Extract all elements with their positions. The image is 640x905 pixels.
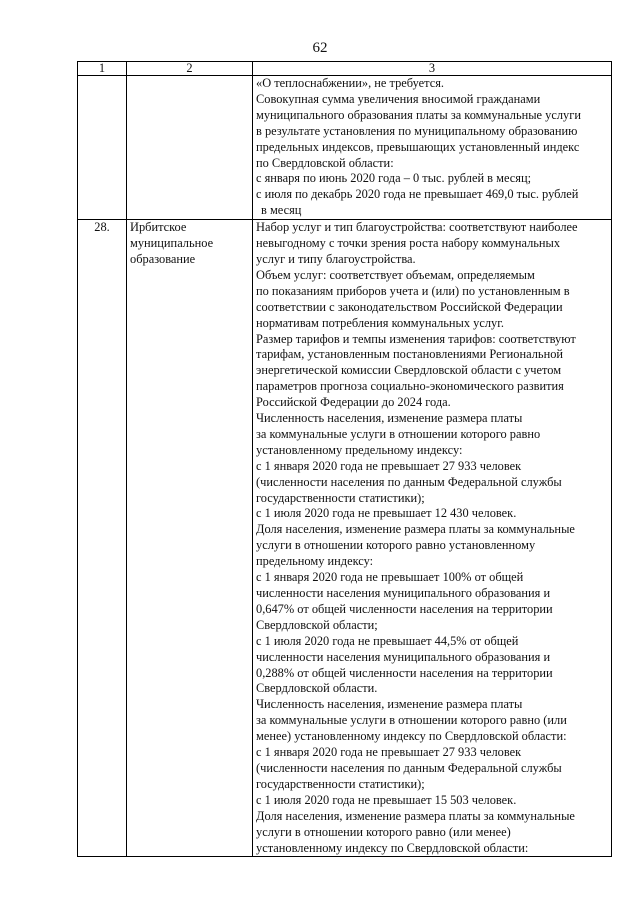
table-header-row: [78, 62, 612, 76]
text-line: с 1 января 2020 года не превышает 27 933 человек: [256, 458, 522, 473]
text-line: параметров прогноза социально-экономического развития: [256, 379, 564, 394]
row-number-cell-empty: [78, 76, 127, 220]
text-line: за коммунальные услуги в отношении которого равно: [256, 426, 541, 441]
text-line: в месяц: [261, 203, 302, 218]
text-line: предельных индексов, превышающих установленный индекс: [256, 139, 580, 154]
text-line: Доля населения, изменение размера платы за коммунальные: [256, 808, 575, 823]
text-line: с 1 января 2020 года не превышает 27 933 человек: [256, 745, 522, 760]
text-line: 0,647% от общей численности населения на территории: [256, 601, 553, 616]
text-line: 0,288% от общей численности населения на территории: [256, 665, 553, 680]
text-line: Российской Федерации до 2024 года.: [256, 395, 451, 410]
text-line: Объем услуг: соответствует объемам, определяемым: [256, 267, 535, 282]
text-line: Набор услуг и тип благоустройства: соответствуют наиболее: [256, 220, 578, 235]
text-line: Свердловской области.: [256, 681, 378, 696]
description-cell-continuation: [253, 76, 612, 220]
text-line: менее) установленному индексу по Свердловской области:: [256, 729, 567, 744]
text-line: государственности статистики);: [256, 776, 425, 791]
text-line: по показаниям приборов учета и (или) по установленным в: [256, 283, 570, 298]
header-cell-2: 2: [127, 62, 253, 76]
text-line: услуги в отношении которого равно (или менее): [256, 824, 511, 839]
text-line: установленному индексу по Свердловской области:: [256, 840, 529, 855]
header-cell-3: 3: [253, 62, 612, 76]
text-line: энергетической комиссии Свердловской области с учетом: [256, 363, 562, 378]
text-line: с 1 июля 2020 года не превышает 12 430 человек.: [256, 506, 517, 521]
text-line: по Свердловской области:: [256, 155, 394, 170]
text-line: в результате установления по муниципальному образованию: [256, 123, 578, 138]
municipality-line: образование: [130, 251, 196, 266]
municipality-name: [127, 220, 253, 857]
text-line: услуги в отношении которого равно установленному: [256, 538, 536, 553]
table-row-28: [78, 220, 612, 857]
text-line: с 1 июля 2020 года не превышает 44,5% от общей: [256, 633, 519, 648]
text-line: услуг и типу благоустройства.: [256, 251, 416, 266]
text-line: (численности населения по данным Федеральной службы: [256, 474, 562, 489]
text-line: численности населения муниципального образования и: [256, 586, 551, 600]
text-line: невыгодному с точки зрения роста набору коммунальных: [256, 236, 561, 251]
document-table: [77, 61, 612, 857]
text-line: нормативам потребления коммунальных услуг.: [256, 315, 505, 330]
municipality-line: Ирбитское: [130, 220, 187, 235]
text-line: численности населения муниципального образования и: [256, 649, 551, 664]
text-line: соответствии с законодательством Российской Федерации: [256, 299, 563, 314]
text-line: с 1 января 2020 года не превышает 100% от общей: [256, 570, 524, 585]
text-line: с января по июнь 2020 года – 0 тыс. рублей в месяц;: [256, 171, 532, 186]
municipality-line: муниципальное: [130, 236, 214, 251]
text-line: с июля по декабрь 2020 года не превышает 469,0 тыс. рублей: [256, 187, 579, 202]
text-line: муниципального образования платы за коммунальные услуги: [256, 107, 581, 122]
text-line: за коммунальные услуги в отношении которого равно (или: [256, 713, 567, 728]
table-row-continuation: [78, 76, 612, 220]
text-line: Численность населения, изменение размера платы: [256, 697, 523, 712]
text-line: тарифам, установленным постановлениями Региональной: [256, 347, 564, 362]
header-cell-1: 1: [78, 62, 127, 76]
text-line: Размер тарифов и темпы изменения тарифов: соответствуют: [256, 331, 576, 346]
text-line: предельному индексу:: [256, 554, 374, 569]
municipality-cell-empty: [127, 76, 253, 220]
text-line: Доля населения, изменение размера платы за коммунальные: [256, 522, 575, 537]
text-line: «О теплоснабжении», не требуется.: [256, 76, 444, 90]
text-line: (численности населения по данным Федеральной службы: [256, 760, 562, 775]
text-line: Совокупная сумма увеличения вносимой гражданами: [256, 91, 541, 106]
page-number: 62: [312, 40, 328, 56]
text-line: государственности статистики);: [256, 490, 425, 505]
description-cell: [253, 220, 612, 857]
text-line: Свердловской области;: [256, 617, 378, 632]
text-line: Численность населения, изменение размера платы: [256, 411, 523, 426]
text-line: установленному предельному индексу:: [256, 442, 463, 457]
text-line: с 1 июля 2020 года не превышает 15 503 человек.: [256, 792, 517, 807]
row-number: 28.: [78, 220, 127, 857]
